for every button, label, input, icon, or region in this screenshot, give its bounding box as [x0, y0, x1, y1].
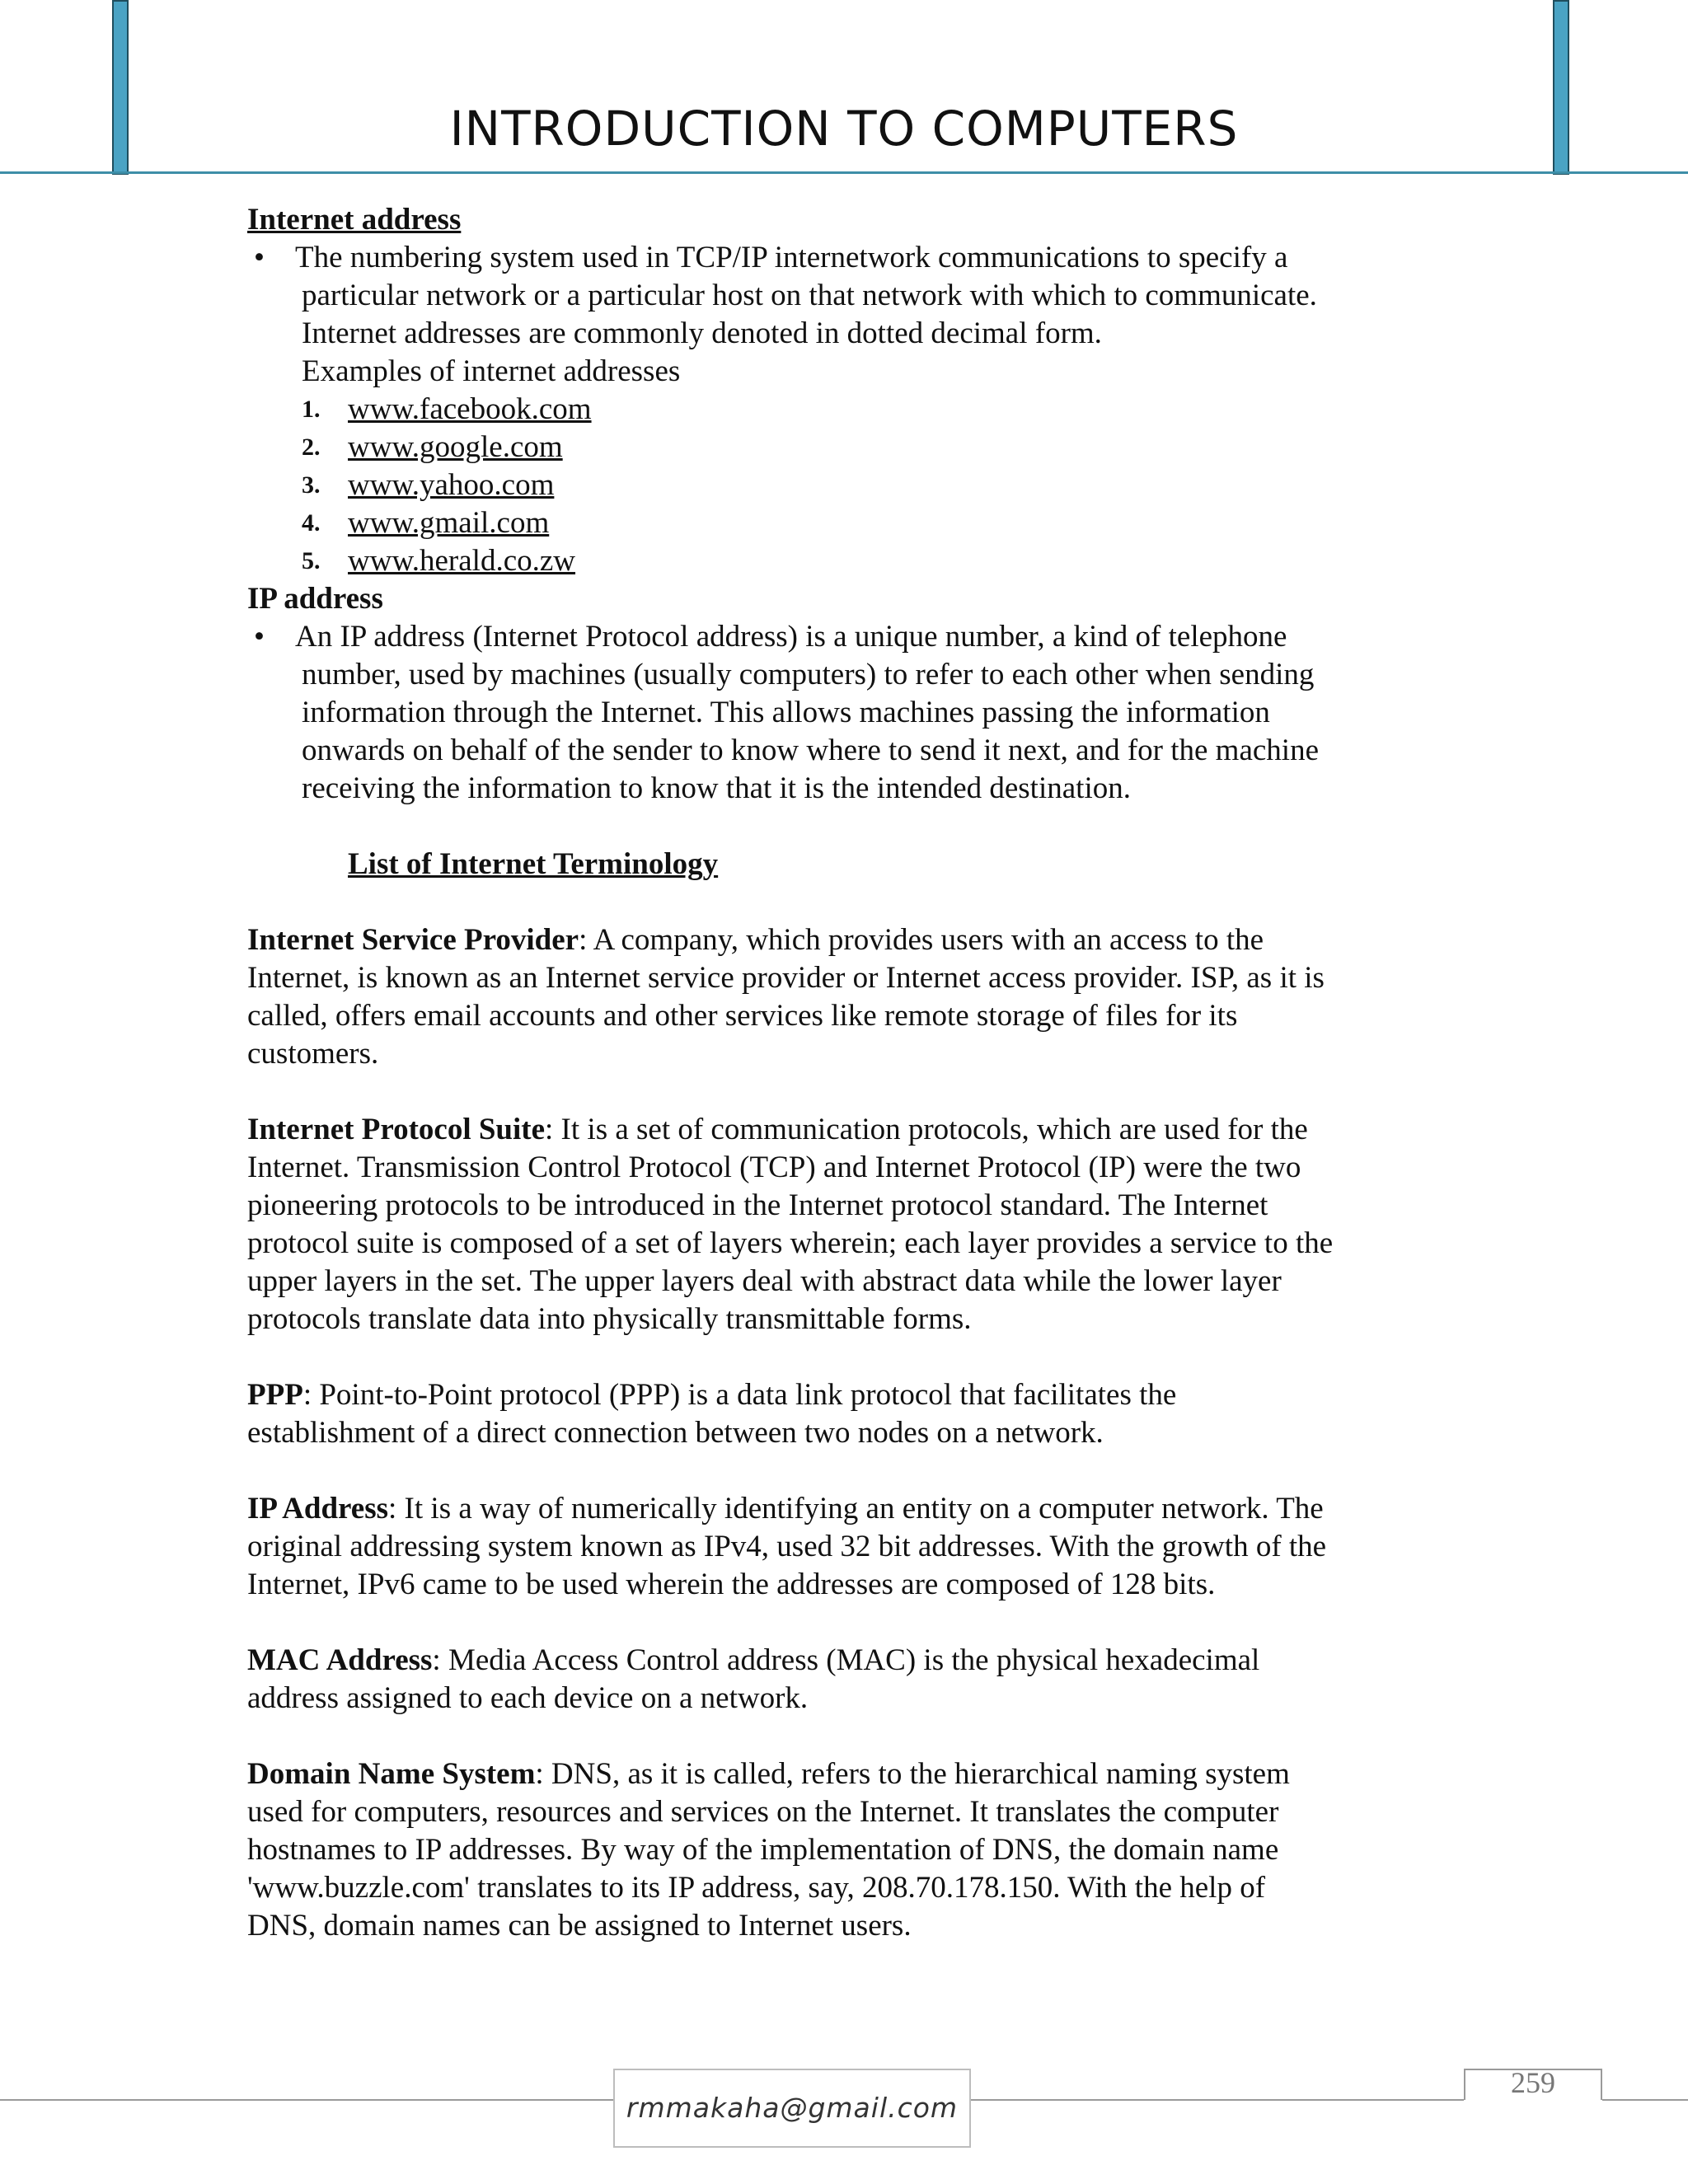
- example-link[interactable]: www.facebook.com: [348, 392, 592, 426]
- bullet-text-line: An IP address (Internet Protocol address) is a unique number, a kind of telephone: [295, 620, 1287, 654]
- example-link[interactable]: www.google.com: [348, 430, 563, 464]
- list-item: [302, 391, 1451, 429]
- term-text: : Media Access Control address (MAC) is the physical hexadecimal: [432, 1643, 1260, 1677]
- term-text: : It is a way of numerically identifying an entity on a computer network. The: [388, 1492, 1324, 1526]
- term-internet-protocol-suite: [247, 1111, 1451, 1338]
- term-text: protocols translate data into physically transmittable forms.: [247, 1302, 972, 1336]
- internet-address-heading: Internet address: [247, 203, 462, 237]
- term-text: address assigned to each device on a network.: [247, 1681, 809, 1715]
- footer-email: rmmakaha@gmail.com: [626, 2092, 959, 2124]
- bullet-icon: •: [254, 241, 265, 274]
- list-number: 1.: [302, 396, 321, 423]
- term-text: : It is a set of communication protocols, which are used for the: [545, 1113, 1308, 1146]
- bullet-text-line: onwards on behalf of the sender to know where to send it next, and for the machine: [302, 733, 1319, 767]
- header-rule: [0, 171, 1688, 174]
- term-text: Internet, is known as an Internet service provider or Internet access provider. ISP, as it is: [247, 961, 1325, 995]
- term-text: : DNS, as it is called, refers to the hierarchical naming system: [535, 1757, 1290, 1791]
- footer-email-box: [613, 2069, 971, 2148]
- term-text: protocol suite is composed of a set of layers wherein; each layer provides a service to the: [247, 1226, 1334, 1260]
- term-ip-address: [247, 1490, 1451, 1604]
- example-link[interactable]: www.herald.co.zw: [348, 544, 576, 578]
- term-text: : A company, which provides users with an access to the: [579, 923, 1264, 957]
- term-text: customers.: [247, 1037, 379, 1071]
- list-item: [302, 504, 1451, 542]
- footer-rule-left: [0, 2099, 613, 2101]
- term-text: DNS, domain names can be assigned to Internet users.: [247, 1909, 912, 1943]
- list-number: 2.: [302, 434, 321, 461]
- list-item: [302, 466, 1451, 504]
- bullet-text-line: particular network or a particular host on that network with which to communicate.: [302, 279, 1317, 312]
- example-link[interactable]: www.gmail.com: [348, 506, 550, 540]
- list-number: 5.: [302, 547, 321, 574]
- list-item: [302, 429, 1451, 466]
- list-number: 3.: [302, 471, 321, 499]
- term-text: hostnames to IP addresses. By way of the implementation of DNS, the domain name: [247, 1833, 1279, 1867]
- term-name: MAC Address: [247, 1643, 433, 1677]
- example-link[interactable]: www.yahoo.com: [348, 468, 555, 502]
- term-text: original addressing system known as IPv4, used 32 bit addresses. With the growth of the: [247, 1530, 1327, 1563]
- term-text: establishment of a direct connection between two nodes on a network.: [247, 1416, 1104, 1450]
- term-text: 'www.buzzle.com' translates to its IP address, say, 208.70.178.150. With the help of: [247, 1871, 1266, 1905]
- bullet-text-line: number, used by machines (usually computers) to refer to each other when sending: [302, 658, 1315, 691]
- term-text: used for computers, resources and services on the Internet. It translates the computer: [247, 1795, 1279, 1829]
- term-name: Internet Protocol Suite: [247, 1113, 546, 1146]
- bullet-text-line: receiving the information to know that it is the intended destination.: [302, 771, 1131, 805]
- ip-address-heading: IP address: [247, 582, 383, 616]
- term-text: Internet. Transmission Control Protocol (TCP) and Internet Protocol (IP) were the two: [247, 1151, 1301, 1184]
- footer-rule-middle: [971, 2099, 1464, 2101]
- terminology-heading: List of Internet Terminology: [348, 847, 719, 881]
- term-mac-address: [247, 1642, 1451, 1718]
- examples-intro: Examples of internet addresses: [302, 354, 681, 388]
- term-text: upper layers in the set. The upper layers deal with abstract data while the lower layer: [247, 1264, 1282, 1298]
- term-text: Internet, IPv6 came to be used wherein the addresses are composed of 128 bits.: [247, 1568, 1216, 1601]
- term-text: : Point-to-Point protocol (PPP) is a data link protocol that facilitates the: [302, 1378, 1177, 1412]
- bullet-text-line: Internet addresses are commonly denoted in dotted decimal form.: [302, 316, 1102, 350]
- list-number: 4.: [302, 509, 321, 537]
- bullet-text-line: information through the Internet. This allows machines passing the information: [302, 696, 1270, 729]
- term-name: Domain Name System: [247, 1757, 536, 1791]
- footer-rule-right: [1602, 2099, 1688, 2101]
- term-internet-service-provider: [247, 921, 1451, 1073]
- term-text: called, offers email accounts and other services like remote storage of files for its: [247, 999, 1238, 1033]
- term-name: IP Address: [247, 1492, 389, 1526]
- bullet-text-line: The numbering system used in TCP/IP internetwork communications to specify a: [295, 241, 1288, 274]
- list-item: [302, 542, 1451, 580]
- examples-list: [247, 391, 1451, 580]
- page-content: [247, 201, 1451, 1945]
- internet-address-bullet: [247, 239, 1451, 391]
- term-ppp: [247, 1376, 1451, 1452]
- bullet-icon: •: [254, 620, 265, 654]
- page-number-tab: [1464, 2066, 1602, 2100]
- page-number: 259: [1511, 2066, 1555, 2099]
- term-domain-name-system: [247, 1755, 1451, 1945]
- term-name: Internet Service Provider: [247, 923, 579, 957]
- page-title: INTRODUCTION TO COMPUTERS: [449, 101, 1239, 157]
- term-text: pioneering protocols to be introduced in the Internet protocol standard. The Internet: [247, 1188, 1268, 1222]
- ip-address-bullet: [247, 618, 1451, 808]
- term-name: PPP: [247, 1378, 303, 1412]
